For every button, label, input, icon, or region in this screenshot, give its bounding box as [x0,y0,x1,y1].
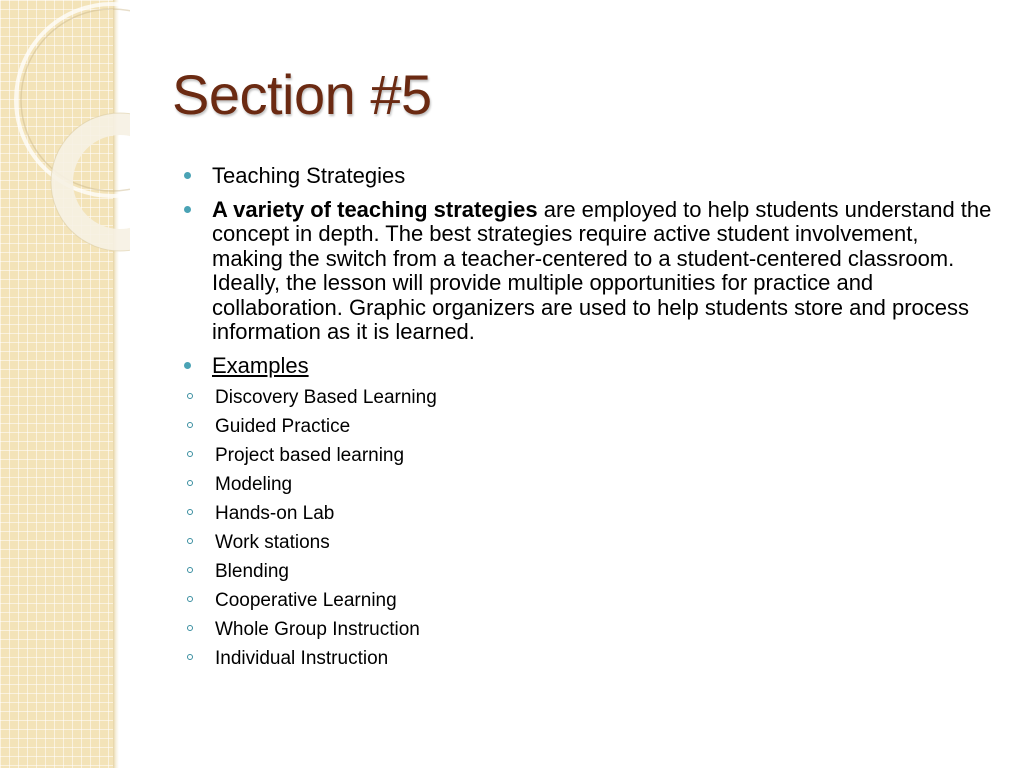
bullet-variety-of-strategies [184,198,994,345]
example-item: Hands-on Lab [184,503,994,525]
example-item: Blending [184,561,994,583]
bullet-text: Teaching Strategies [212,163,406,188]
circle-bullet-icon [187,625,193,631]
slide-content [184,164,994,677]
circle-bullet-icon [187,538,193,544]
bullet-dot-icon [184,172,191,179]
circle-bullet-icon [187,480,193,486]
example-item: Work stations [184,532,994,554]
example-item: Individual Instruction [184,648,994,670]
circle-bullet-icon [187,451,193,457]
example-item: Guided Practice [184,416,994,438]
example-item: Cooperative Learning [184,590,994,612]
bullet-teaching-strategies [184,164,994,189]
circle-bullet-icon [187,422,193,428]
circle-bullet-icon [187,509,193,515]
slide-title: Section #5 [172,63,432,126]
bullet-dot-icon [184,362,191,369]
example-item: Modeling [184,474,994,496]
bullet-bold-lead: A variety of teaching strategies [212,196,538,222]
bullet-examples [184,354,994,379]
circle-bullet-icon [187,654,193,660]
bullet-body-text: are employed to help students understand the concept in depth. The best strategies require active student involvement, making the switch from a teacher-centered to a student-centered classroom. Ideally, the lesson will provide multiple opportunities for practice and collaboration. Graphic organizers are used to help students store and process information as it is learned. [212,196,992,344]
examples-list [184,387,994,670]
examples-heading: Examples [212,352,309,378]
bullet-dot-icon [184,206,191,213]
example-item: Project based learning [184,445,994,467]
circle-bullet-icon [187,596,193,602]
example-item: Whole Group Instruction [184,619,994,641]
example-item: Discovery Based Learning [184,387,994,409]
circle-bullet-icon [187,567,193,573]
decorative-circles [0,0,130,260]
circle-bullet-icon [187,393,193,399]
